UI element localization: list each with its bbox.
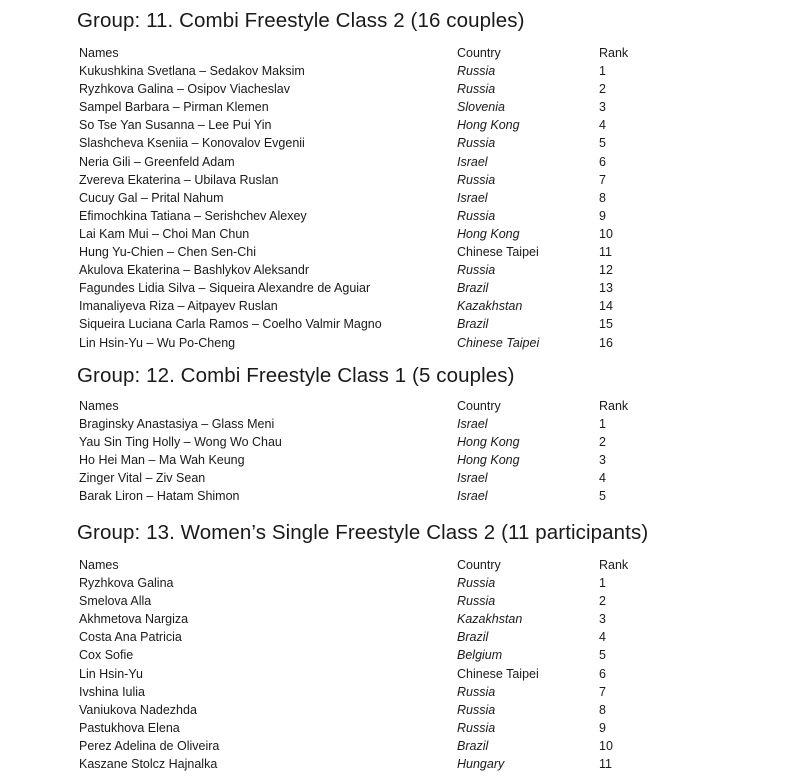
header-country: Country	[457, 399, 501, 413]
rank-cell: 2	[599, 435, 606, 450]
table-row	[0, 261, 800, 279]
table-row	[0, 171, 800, 189]
country-cell: Israel	[457, 471, 488, 486]
header-names: Names	[79, 46, 119, 60]
participant-names: Zinger Vital – Ziv Sean	[79, 471, 206, 486]
country-cell: Slovenia	[457, 100, 505, 115]
participant-names: Ho Hei Man – Ma Wah Keung	[79, 453, 245, 468]
rank-cell: 10	[599, 226, 613, 241]
table-row	[0, 116, 800, 134]
participant-names: Braginsky Anastasiya – Glass Meni	[79, 417, 275, 431]
table-row	[0, 487, 800, 505]
rank-cell: 15	[599, 317, 613, 332]
header-rank: Rank	[599, 46, 629, 60]
table-row	[0, 189, 800, 207]
rank-cell: 4	[599, 471, 606, 486]
table-row	[0, 134, 800, 152]
participant-names: Ryzhkova Galina – Osipov Viacheslav	[79, 82, 290, 97]
participant-names: Sampel Barbara – Pirman Klemen	[79, 100, 269, 115]
country-cell: Hong Kong	[457, 226, 520, 241]
rank-cell: 16	[599, 335, 613, 350]
table-header	[0, 556, 800, 574]
country-cell: Russia	[457, 208, 496, 223]
participant-names: Fagundes Lidia Silva – Siqueira Alexandre de Aguiar	[79, 281, 371, 296]
country-cell: Hong Kong	[457, 435, 520, 450]
table-row	[0, 279, 800, 297]
rank-cell: 9	[599, 208, 606, 223]
country-cell: Chinese Taipei	[457, 666, 539, 681]
country-cell: Kazakhstan	[457, 299, 523, 314]
rank-cell: 5	[599, 648, 606, 663]
country-cell: Russia	[457, 702, 496, 717]
table-row	[0, 243, 800, 261]
country-cell: Kazakhstan	[457, 612, 523, 627]
country-cell: Brazil	[457, 317, 489, 332]
participant-names: Vaniukova Nadezhda	[79, 702, 197, 717]
participant-names: Cucuy Gal – Prital Nahum	[79, 190, 224, 205]
group-title: Group: 11. Combi Freestyle Class 2 (16 couples)	[77, 9, 525, 32]
rank-cell: 2	[599, 594, 606, 609]
rank-cell: 1	[599, 64, 606, 78]
header-rank: Rank	[599, 399, 629, 413]
country-cell: Chinese Taipei	[457, 335, 540, 350]
participant-names: Lin Hsin-Yu	[79, 666, 143, 681]
group-title: Group: 13. Women’s Single Freestyle Class 2 (11 participants)	[77, 521, 649, 544]
participant-names: Akulova Ekaterina – Bashlykov Aleksandr	[79, 263, 309, 278]
participant-names: Neria Gili – Greenfeld Adam	[79, 154, 235, 169]
table-row	[0, 719, 800, 737]
header-country: Country	[457, 46, 501, 60]
rank-cell: 12	[599, 263, 613, 278]
participant-names: Yau Sin Ting Holly – Wong Wo Chau	[79, 435, 282, 450]
country-cell: Israel	[457, 190, 488, 205]
rank-cell: 8	[599, 190, 606, 205]
rank-cell: 6	[599, 154, 606, 169]
table-row	[0, 415, 800, 433]
country-cell: Brazil	[457, 281, 489, 296]
rank-cell: 6	[599, 666, 606, 681]
country-cell: Russia	[457, 263, 496, 278]
participant-names: Efimochkina Tatiana – Serishchev Alexey	[79, 208, 307, 223]
country-cell: Chinese Taipei	[457, 245, 539, 259]
participant-names: Perez Adelina de Oliveira	[79, 738, 220, 753]
header-names: Names	[79, 558, 119, 572]
participant-names: Imanaliyeva Riza – Aitpayev Ruslan	[79, 299, 278, 314]
participant-names: Pastukhova Elena	[79, 720, 180, 735]
participant-names: Akhmetova Nargiza	[79, 612, 189, 627]
table-row	[0, 701, 800, 719]
country-cell: Brazil	[457, 630, 489, 645]
table-row	[0, 592, 800, 610]
rank-cell: 11	[599, 245, 612, 259]
table-row	[0, 207, 800, 225]
table-row	[0, 433, 800, 451]
header-country: Country	[457, 558, 501, 572]
header-rank: Rank	[599, 558, 629, 572]
table-row	[0, 334, 800, 352]
country-cell: Hungary	[457, 757, 505, 771]
table-row	[0, 80, 800, 98]
table-row	[0, 628, 800, 646]
table-row	[0, 665, 800, 683]
country-cell: Russia	[457, 172, 496, 187]
participant-names: Ryzhkova Galina	[79, 576, 174, 590]
rank-cell: 13	[599, 281, 613, 296]
rank-cell: 10	[599, 738, 613, 753]
rank-cell: 1	[599, 417, 606, 431]
country-cell: Russia	[457, 136, 496, 151]
participant-names: Slashcheva Kseniia – Konovalov Evgenii	[79, 136, 305, 151]
rank-cell: 14	[599, 299, 613, 314]
rank-cell: 7	[599, 172, 606, 187]
country-cell: Russia	[457, 594, 496, 609]
participant-names: Ivshina Iulia	[79, 684, 146, 699]
rank-cell: 4	[599, 118, 606, 133]
table-row	[0, 646, 800, 664]
participant-names: Lai Kam Mui – Choi Man Chun	[79, 226, 250, 241]
participant-names: Siqueira Luciana Carla Ramos – Coelho Valmir Magno	[79, 317, 382, 332]
table-row	[0, 574, 800, 592]
rank-cell: 11	[599, 757, 612, 771]
table-row	[0, 737, 800, 755]
table-row	[0, 315, 800, 333]
country-cell: Russia	[457, 576, 496, 590]
table-row	[0, 755, 800, 773]
country-cell: Hong Kong	[457, 453, 520, 468]
participant-names: Zvereva Ekaterina – Ubilava Ruslan	[79, 172, 279, 187]
rank-cell: 3	[599, 100, 606, 115]
country-cell: Russia	[457, 684, 496, 699]
country-cell: Israel	[457, 489, 488, 504]
table-row	[0, 225, 800, 243]
participant-names: Kaszane Stolcz Hajnalka	[79, 757, 218, 771]
rank-cell: 4	[599, 630, 606, 645]
country-cell: Israel	[457, 417, 488, 431]
country-cell: Russia	[457, 64, 496, 78]
participant-names: Costa Ana Patricia	[79, 630, 182, 645]
country-cell: Hong Kong	[457, 118, 520, 133]
country-cell: Russia	[457, 82, 496, 97]
country-cell: Israel	[457, 154, 488, 169]
rank-cell: 1	[599, 576, 606, 590]
table-row	[0, 62, 800, 80]
participant-names: Smelova Alla	[79, 594, 152, 609]
rank-cell: 7	[599, 684, 606, 699]
table-row	[0, 98, 800, 116]
table-row	[0, 683, 800, 701]
header-names: Names	[79, 399, 119, 413]
rank-cell: 5	[599, 136, 606, 151]
participant-names: Cox Sofie	[79, 648, 134, 663]
participant-names: Hung Yu-Chien – Chen Sen-Chi	[79, 245, 256, 259]
country-cell: Russia	[457, 720, 496, 735]
group-title: Group: 12. Combi Freestyle Class 1 (5 couples)	[77, 364, 515, 387]
rank-cell: 8	[599, 702, 606, 717]
participant-names: Barak Liron – Hatam Shimon	[79, 489, 240, 504]
participant-names: Kukushkina Svetlana – Sedakov Maksim	[79, 64, 305, 78]
participant-names: Lin Hsin-Yu – Wu Po-Cheng	[79, 335, 236, 350]
rank-cell: 3	[599, 612, 606, 627]
rank-cell: 5	[599, 489, 606, 504]
rank-cell: 2	[599, 82, 606, 97]
rank-cell: 9	[599, 720, 606, 735]
table-row	[0, 297, 800, 315]
country-cell: Belgium	[457, 648, 503, 663]
table-row	[0, 610, 800, 628]
country-cell: Brazil	[457, 738, 489, 753]
table-row	[0, 153, 800, 171]
table-header	[0, 397, 800, 415]
table-row	[0, 451, 800, 469]
table-row	[0, 469, 800, 487]
table-header	[0, 44, 800, 62]
rank-cell: 3	[599, 453, 606, 468]
participant-names: So Tse Yan Susanna – Lee Pui Yin	[79, 118, 272, 133]
